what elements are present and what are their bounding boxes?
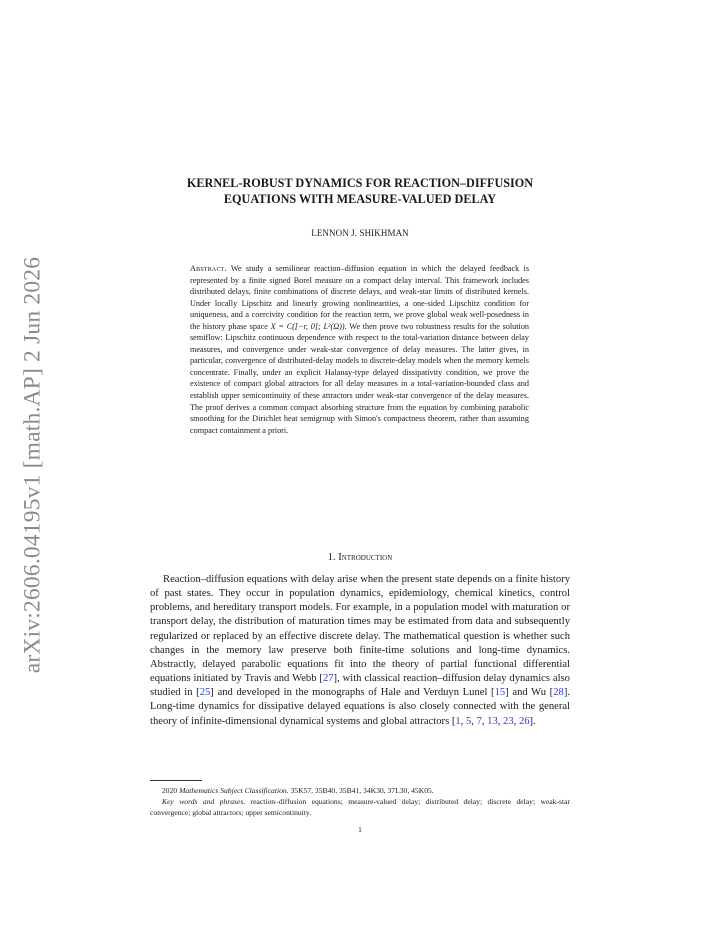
msc-codes: 35K57, 35B40, 35B41, 34K30, 37L30, 45K05.	[290, 786, 434, 795]
arxiv-identifier: arXiv:2606.04195v1 [math.AP] 2 Jun 2026	[19, 256, 46, 674]
citation-link[interactable]: 15	[494, 687, 506, 699]
intro-text: ]. Long-time dynamics for dissipative delayed equations is also closely connected with the general theory of infinite-dimensional dynamical systems and global attractors [	[150, 687, 570, 727]
footnote-rule	[150, 780, 202, 781]
footnotes	[150, 786, 570, 818]
msc-footnote: 2020 Mathematics Subject Classification. 35K57, 35B40, 35B41, 34K30, 37L30, 45K05.	[162, 786, 434, 795]
citation-link[interactable]: 7	[476, 715, 482, 727]
abstract-text-2: We then prove two robustness results for the solution semiflow: Lipschitz continuous dependence with respect to the total-variation distance between delay measures, and convergence under weak-star convergence of delay measures. The latter gives, in particular, convergence of distributed-delay models to discrete-delay models when the memory kernels concentrate. Finally, under an explicit Halanay-type delayed dissipativity condition, we prove the existence of compact global attractors for all delay measures in a total-variation-bounded class and establish upper semicontinuity of these attractors under weak-star convergence of the delay measures. The proof derives a common compact absorbing structure from the equation by combining parabolic smoothing for the Dirichlet heat semigroup with Simon's compactness theorem, rather than assuming compact containment a priori.	[190, 321, 530, 435]
author-name: LENNON J. SHIKHMAN	[311, 228, 409, 238]
abstract-text-1: We study a semilinear reaction–diffusion equation in which the delayed feedback is represented by a finite signed Borel measure on a compact delay interval. This framework includes distributed delays, finite combinations of discrete delays, and weak-star limits of distributed kernels. Under locally Lipschitz and linearly growing nonlinearities, a one-sided Lipschitz condition for uniqueness, and a coercivity condition for the reaction term, we prove global weak well-posedness in the history phase space	[190, 264, 530, 331]
abstract-label: Abstract.	[190, 264, 227, 273]
citation-link[interactable]: 26	[518, 715, 530, 727]
citation-link[interactable]: 1	[455, 715, 461, 727]
citation-link[interactable]: 28	[553, 687, 564, 699]
citation-link[interactable]: 5	[465, 715, 472, 727]
keywords-text: reaction–diffusion equations; measure-valued delay; distributed delay; discrete delay; weak-star convergence; global attractors; upper semicontinuity.	[150, 796, 570, 817]
citation-link[interactable]: 23	[503, 715, 514, 727]
citation-link[interactable]: 25	[199, 687, 211, 699]
section-heading	[150, 552, 570, 563]
title-line-1: KERNEL-ROBUST DYNAMICS FOR REACTION–DIFFUSION	[186, 176, 534, 190]
section-number: 1.	[327, 552, 336, 563]
msc-label: Mathematics Subject Classification.	[179, 786, 289, 795]
abstract-math: X = C([−r, 0]; L²(Ω)).	[270, 321, 347, 331]
title-line-2: EQUATIONS WITH MEASURE-VALUED DELAY	[223, 192, 497, 206]
keywords-label: Key words and phrases.	[162, 796, 246, 806]
section-title: Introduction	[338, 552, 393, 563]
citation-link[interactable]: 13	[487, 715, 498, 727]
intro-text: ] and developed in the monographs of Hale and Verduyn Lunel [	[210, 687, 495, 699]
intro-text: ] and Wu [	[505, 687, 554, 699]
paper-title	[150, 175, 570, 207]
intro-text: ].	[529, 715, 536, 727]
intro-text: Reaction–diffusion equations with delay arise when the present state depends on a finite history of past states. They occur in population dynamics, epidemiology, chemical kinetics, control problems, and hereditary transport models. For example, in a population model with maturation or transport delay, the distribution of maturation times may be estimated from data and subsequently regularized or replaced by an effective discrete delay. The mathematical question is whether such changes in the memory law preserve both finite-time solutions and long-time dynamics. Abstractly, delayed parabolic equations fit into the theory of partial functional differential equations initiated by Travis and Webb [	[150, 574, 570, 685]
page-number: 1	[358, 825, 362, 834]
keywords-footnote	[150, 797, 570, 819]
citation-link[interactable]: 27	[322, 673, 334, 685]
arxiv-sidebar	[16, 255, 50, 675]
abstract	[190, 263, 529, 436]
intro-paragraph: Reaction–diffusion equations with delay arise when the present state depends on a finite history of past states. They occur in population dynamics, epidemiology, chemical kinetics, control problems, and hereditary transport models. For example, in a population model with maturation or transport delay, the distribution of maturation times may be estimated from data and subsequently regularized or replaced by an effective discrete delay. The mathematical question is whether such changes in the memory law preserve both finite-time solutions and long-time dynamics. Abstractly, delayed parabolic equations fit into the theory of partial functional differential equations initiated by Travis and Webb [27], with classical reaction–diffusion delay dynamics also studied in [25] and developed in the monographs of Hale and Verduyn Lunel [15] and Wu [28]. Long-time dynamics for dissipative delayed equations is also closely connected with the general theory of infinite-dimensional dynamical systems and global attractors [1, 5, 7, 13, 23, 26].	[150, 574, 570, 727]
intro-text: ], with classical reaction–diffusion delay dynamics also studied in [	[150, 673, 570, 699]
